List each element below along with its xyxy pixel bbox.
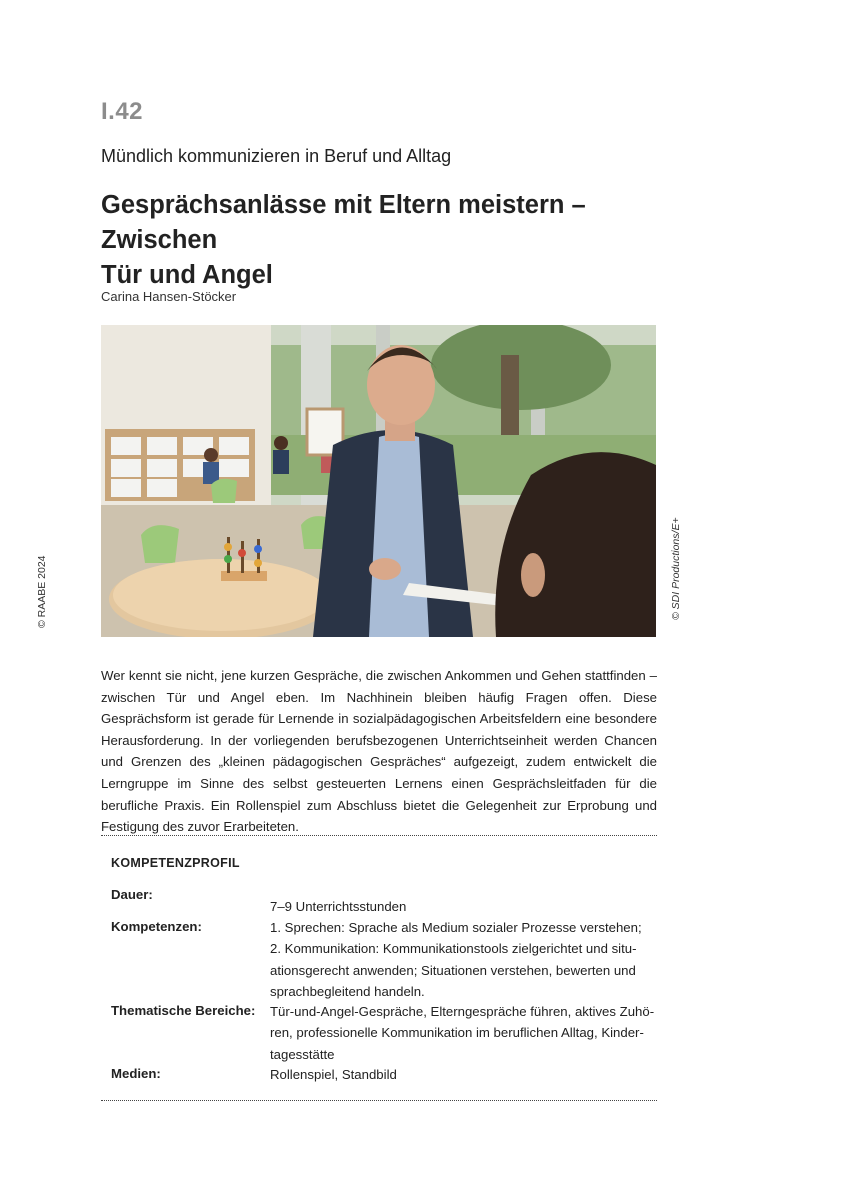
duration-line: 7–9 Unterrichtsstunden <box>270 899 407 914</box>
media-value <box>270 1064 640 1085</box>
competence-profile-heading: KOMPETENZPROFIL <box>111 856 240 870</box>
duration-label: Dauer: <box>111 887 153 902</box>
topics-value <box>270 1001 655 1065</box>
topics-line: ren, professionelle Kommunikation im beruflichen Alltag, Kinder- <box>270 1025 644 1041</box>
bottom-divider <box>101 1100 657 1101</box>
subject-heading: Mündlich kommunizieren in Beruf und Alltag <box>101 146 452 166</box>
topics-label: Thematische Bereiche: <box>111 1003 256 1018</box>
copyright-notice: © RAABE 2024 <box>36 555 48 628</box>
competencies-label: Kompetenzen: <box>111 919 202 934</box>
topics-line: tagesstätte <box>270 1046 335 1062</box>
competencies-line: 2. Kommunikation: Kommunikationstools zielgerichtet und situ- <box>270 941 637 957</box>
competencies-line: sprachbegleitend handeln. <box>270 983 425 999</box>
competencies-line: ationsgerecht anwenden; Situationen verstehen, bewerten und <box>270 962 636 978</box>
intro-paragraph: Wer kennt sie nicht, jene kurzen Gespräche, die zwischen Ankommen und Gehen stattfinden – zwischen Tür und Angel eben. Im Nachhinein bleiben häufig Fragen offen. Diese Gesprächsform ist gerade für Lernende in sozialpädagogischen Arbeitsfeldern eine besondere Herausforderung. In der vorliegenden berufsbezogenen Unterrichtseinheit werden Chancen und Grenzen des „kleinen pädagogischen Gespräches“ aufgezeigt, zudem entwickelt die Lerngruppe im Sinne des selbst gesteuerten Lernens einen Gesprächsleitfaden für die berufliche Praxis. Ein Rollenspiel zum Abschluss bietet die Gelegenheit zur Erprobung und Festigung des zuvor Erarbeiteten. <box>101 668 657 835</box>
competencies-value <box>270 917 640 1002</box>
media-line: Rollenspiel, Standbild <box>270 1067 397 1082</box>
title-line-2: Tür und Angel <box>101 261 273 289</box>
author: Carina Hansen-Stöcker <box>101 289 237 304</box>
duration-value <box>270 896 640 917</box>
page-title <box>101 188 671 293</box>
top-divider <box>101 835 657 836</box>
media-label: Medien: <box>111 1066 161 1081</box>
classroom-photo <box>101 325 656 637</box>
topics-line: Tür-und-Angel-Gespräche, Elterngespräche führen, aktives Zuhö- <box>270 1004 655 1019</box>
photo-credit: © SDI Productions/E+ <box>670 517 682 620</box>
unit-number: I.42 <box>101 98 144 125</box>
title-line-1: Gesprächsanlässe mit Eltern meistern – Zwischen <box>101 191 586 254</box>
competencies-line: 1. Sprechen: Sprache als Medium sozialer Prozesse verstehen; <box>270 920 642 935</box>
